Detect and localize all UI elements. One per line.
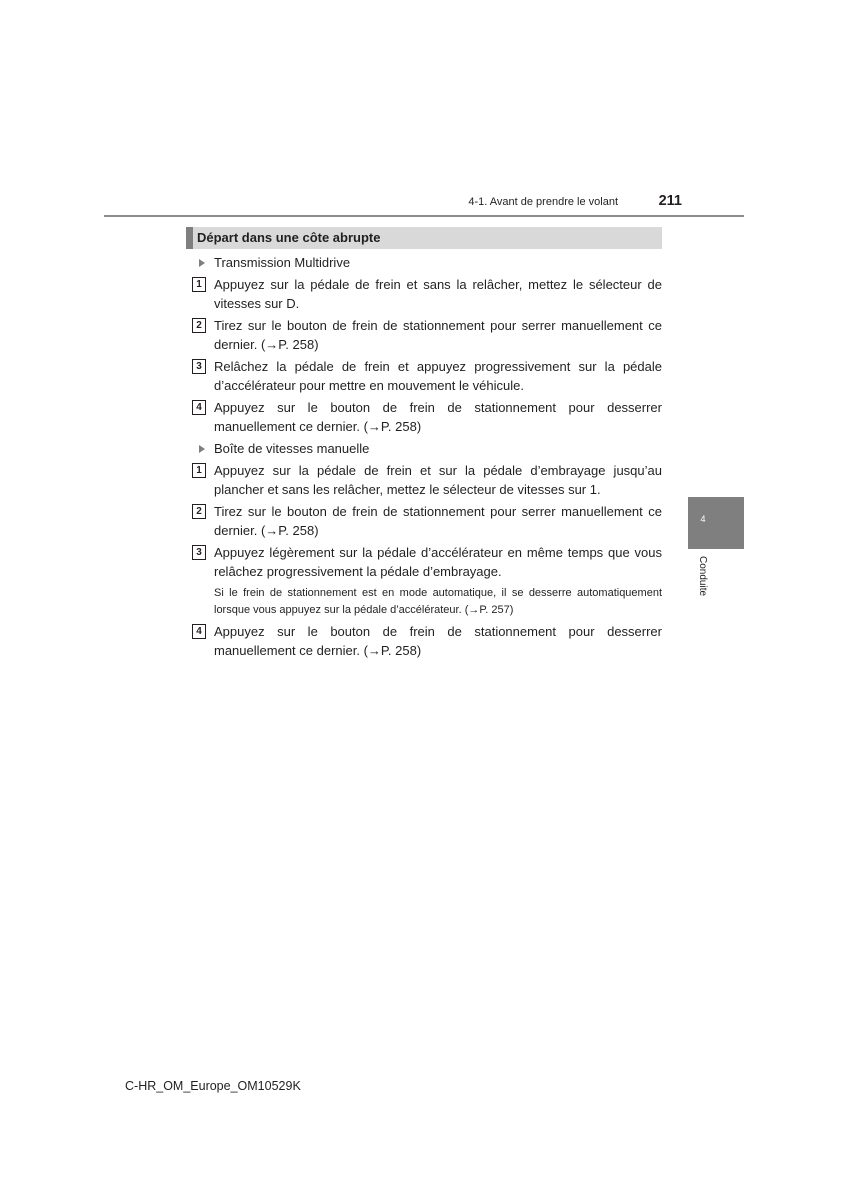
header-divider [104,215,744,217]
step-text: Appuyez sur la pédale de frein et sur la pédale d’embrayage jusqu’au plancher et sans les relâcher, mettez le sélecteur de vitesses sur 1. [214,463,662,497]
subheading-label: Boîte de vitesses manuelle [214,441,370,456]
step-item [186,399,662,436]
step-number-badge: 2 [192,318,206,333]
step-text: Tirez sur le bouton de frein de stationnement pour serrer manuellement ce dernier. (→P. 258) [214,318,662,352]
step-item [186,503,662,540]
step-number-badge: 4 [192,624,206,639]
subheading-multidrive [186,254,662,272]
step-text: Appuyez légèrement sur la pédale d’accélérateur en même temps que vous relâchez progressivement la pédale d’embrayage. [214,545,662,579]
running-header [0,193,682,213]
chapter-title: Conduite [697,556,708,597]
step-item [186,462,662,499]
footer-doc-code: C-HR_OM_Europe_OM10529K [125,1079,301,1093]
step-text: Appuyez sur le bouton de frein de stationnement pour desserrer manuellement ce dernier. (→P. 258) [214,400,662,434]
step-number-badge: 1 [192,277,206,292]
step-note: Si le frein de stationnement est en mode automatique, il se desserre automatiquement lorsque vous appuyez sur la pédale d’accélérateur. (→P. 257) [214,587,662,616]
subheading-label: Transmission Multidrive [214,255,351,270]
step-text: Appuyez sur le bouton de frein de stationnement pour desserrer manuellement ce dernier. (→P. 258) [214,624,662,658]
step-number-badge: 3 [192,545,206,560]
step-number-badge: 3 [192,359,206,374]
main-content [186,227,662,664]
step-item [186,358,662,395]
triangle-bullet-icon [199,445,205,453]
step-item [186,623,662,660]
step-text: Relâchez la pédale de frein et appuyez progressivement sur la pédale d’accélérateur pour mettre en mouvement le véhicule. [214,359,662,393]
step-number-badge: 4 [192,400,206,415]
triangle-bullet-icon [199,259,205,267]
page-number: 211 [658,193,682,209]
section-heading: Départ dans une côte abrupte [186,227,662,249]
step-item [186,276,662,313]
step-item [186,544,662,581]
step-text: Appuyez sur la pédale de frein et sans la relâcher, mettez le sélecteur de vitesses sur D. [214,277,662,311]
step-number-badge: 1 [192,463,206,478]
chapter-number: 4 [700,514,706,524]
section-reference: 4-1. Avant de prendre le volant [468,196,618,208]
step-number-badge: 2 [192,504,206,519]
step-item [186,317,662,354]
subheading-manual [186,440,662,458]
step-text: Tirez sur le bouton de frein de stationnement pour serrer manuellement ce dernier. (→P. 258) [214,504,662,538]
